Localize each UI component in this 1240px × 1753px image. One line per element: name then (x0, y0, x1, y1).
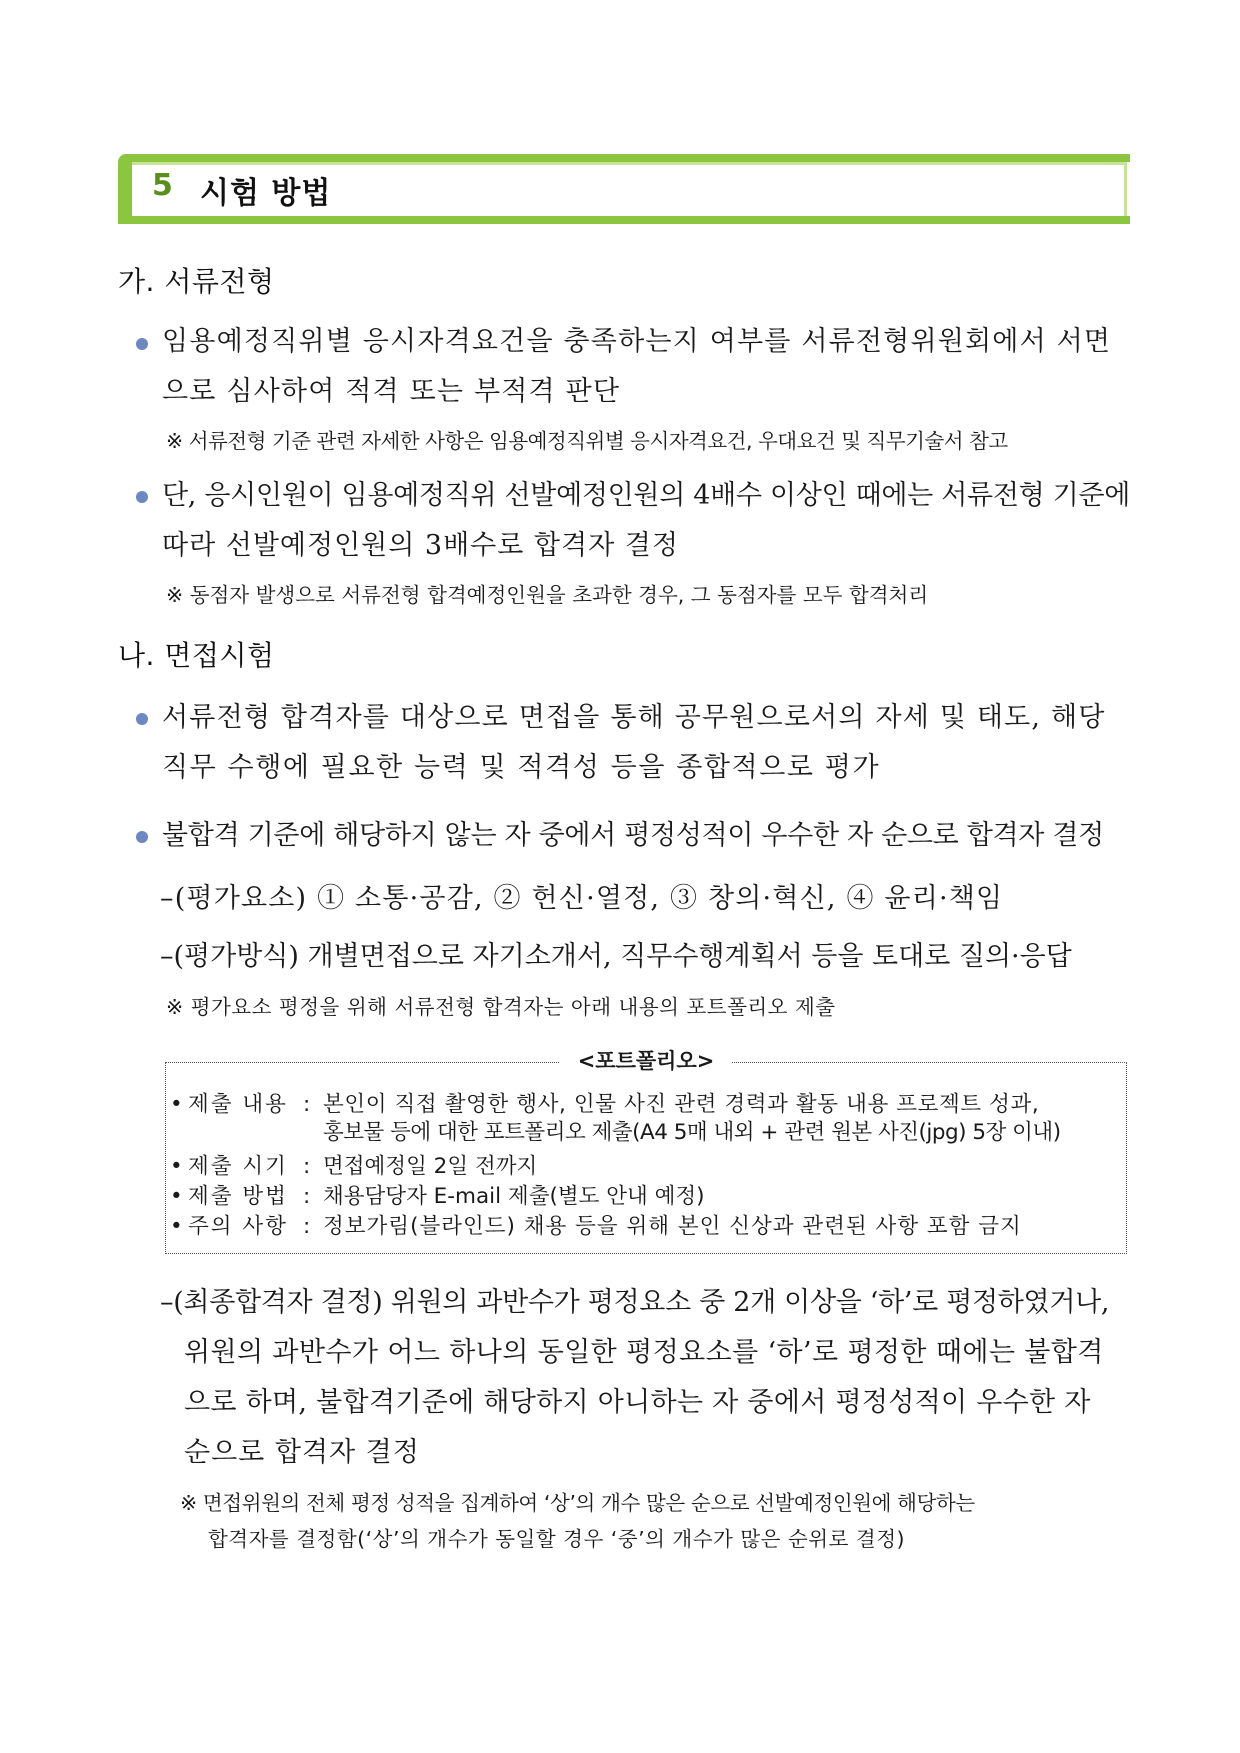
bullet-dot: • (170, 1214, 183, 1239)
colon: : (303, 1184, 311, 1209)
na-final-line3: 으로 하며, 불합격기준에 해당하지 아니하는 자 중에서 평정성적이 우수한 자 (184, 1387, 1091, 1418)
bullet-dot: • (170, 1184, 183, 1209)
header-left-bar (118, 154, 132, 224)
na-final-line2: 위원의 과반수가 어느 하나의 동일한 평정요소를 ‘하’로 평정한 때에는 불합격 (184, 1337, 1104, 1368)
portfolio-row-text: 면접예정일 2일 전까지 (323, 1154, 538, 1179)
colon: : (303, 1092, 311, 1117)
header-top-bar (118, 154, 1130, 162)
portfolio-row (170, 1179, 705, 1210)
ga-bullet1-line2: 으로 심사하여 적격 또는 부적격 판단 (162, 376, 621, 407)
na-bullet2-line1: 불합격 기준에 해당하지 않는 자 중에서 평정성적이 우수한 자 순으로 합격자 결정 (162, 820, 1104, 851)
ga-bullet2-line1: 단, 응시인원이 임용예정직위 선발예정인원의 4배수 이상인 때에는 서류전형 기준에 (162, 480, 1131, 511)
portfolio-row-text: 본인이 직접 촬영한 행사, 인물 사진 관련 경력과 활동 내용 프로젝트 성과, (323, 1092, 1040, 1117)
portfolio-row (170, 1149, 537, 1180)
na-bullet1-line1: 서류전형 합격자를 대상으로 면접을 통해 공무원으로서의 자세 및 태도, 해당 (162, 702, 1106, 733)
portfolio-row-label: 주의 사항 (188, 1214, 288, 1239)
bullet-icon (136, 338, 148, 350)
ga-note1: ※ 서류전형 기준 관련 자세한 사항은 임용예정직위별 응시자격요건, 우대요건 및 직무기술서 참고 (166, 429, 1008, 453)
portfolio-title: <포트폴리오> (560, 1049, 733, 1073)
colon: : (303, 1214, 311, 1239)
bullet-icon (136, 491, 148, 503)
header-bottom-bar (118, 216, 1130, 224)
ga-note2: ※ 동점자 발생으로 서류전형 합격예정인원을 초과한 경우, 그 동점자를 모두 합격처리 (166, 583, 929, 607)
na-note4-line2: 합격자를 결정함(‘상’의 개수가 동일할 경우 ‘중’의 개수가 많은 순위로 결정) (208, 1527, 905, 1551)
subheading-ga: 가. 서류전형 (118, 265, 275, 298)
portfolio-row (170, 1209, 1022, 1240)
portfolio-row-label: 제출 시기 (188, 1154, 288, 1179)
colon: : (303, 1154, 311, 1179)
na-dash-eval-elements: –(평가요소) ① 소통·공감, ② 헌신·열정, ③ 창의·혁신, ④ 윤리·책임 (160, 883, 1004, 914)
bullet-icon (136, 831, 148, 843)
subheading-na: 나. 면접시험 (118, 639, 275, 672)
na-final-line1: –(최종합격자 결정) 위원의 과반수가 평정요소 중 2개 이상을 ‘하’로 평정하였거나, (160, 1287, 1110, 1318)
section-header (118, 154, 1130, 224)
bullet-dot: • (170, 1154, 183, 1179)
na-note-portfolio: ※ 평가요소 평정을 위해 서류전형 합격자는 아래 내용의 포트폴리오 제출 (166, 995, 836, 1019)
portfolio-row-label: 제출 방법 (188, 1184, 288, 1209)
ga-bullet2-line2: 따라 선발예정인원의 3배수로 합격자 결정 (162, 530, 679, 561)
portfolio-row (170, 1087, 1039, 1118)
portfolio-row-label: 제출 내용 (188, 1092, 288, 1117)
portfolio-row-continued: 홍보물 등에 대한 포트폴리오 제출(A4 5매 내외 + 관련 원본 사진(jpg) 5장 이내) (323, 1120, 1061, 1145)
na-final-line4: 순으로 합격자 결정 (184, 1437, 420, 1468)
bullet-dot: • (170, 1092, 183, 1117)
portfolio-row-text: 채용담당자 E-mail 제출(별도 안내 예정) (323, 1184, 705, 1209)
ga-bullet1-line1: 임용예정직위별 응시자격요건을 충족하는지 여부를 서류전형위원회에서 서면 (162, 326, 1112, 357)
section-number: 5 (152, 168, 173, 203)
section-title: 시험 방법 (200, 176, 332, 211)
na-bullet1-line2: 직무 수행에 필요한 능력 및 적격성 등을 종합적으로 평가 (162, 752, 881, 783)
bullet-icon (136, 713, 148, 725)
na-note4-line1: ※ 면접위원의 전체 평정 성적을 집계하여 ‘상’의 개수 많은 순으로 선발예정인원에 해당하는 (180, 1491, 975, 1515)
na-dash-eval-method: –(평가방식) 개별면접으로 자기소개서, 직무수행계획서 등을 토대로 질의·응답 (160, 941, 1072, 972)
portfolio-row-text: 정보가림(블라인드) 채용 등을 위해 본인 신상과 관련된 사항 포함 금지 (323, 1214, 1022, 1239)
portfolio-box (165, 1049, 1127, 1254)
